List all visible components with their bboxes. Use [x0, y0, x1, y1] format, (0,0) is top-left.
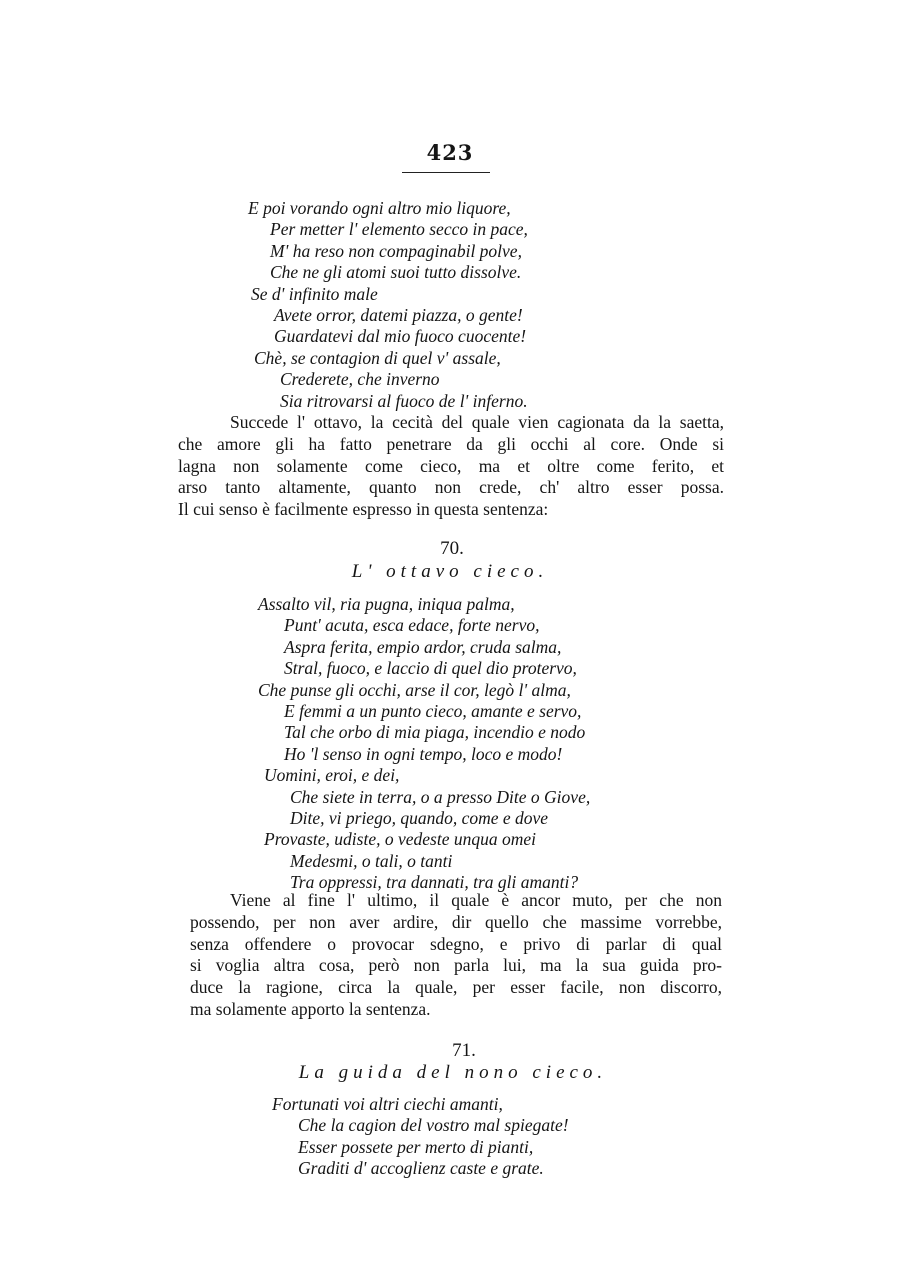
- prose-paragraph-1: [178, 412, 724, 521]
- verse-line: Crederete, che inverno: [280, 369, 440, 390]
- prose-line: duce la ragione, circa la quale, per esser facile, non discorro,: [190, 977, 722, 998]
- verse-line: Se d' infinito male: [251, 283, 378, 304]
- verse-line: Medesmi, o tali, o tanti: [290, 850, 453, 871]
- verse-line: Uomini, eroi, e dei,: [264, 765, 400, 786]
- verse-line: Punt' acuta, esca edace, forte nervo,: [284, 615, 540, 636]
- verse-line: Per metter l' elemento secco in pace,: [270, 219, 528, 240]
- verse-line: Dite, vi priego, quando, come e dove: [290, 807, 549, 828]
- verse-line: Sia ritrovarsi al fuoco de l' inferno.: [280, 390, 528, 411]
- prose-line: Il cui senso è facilmente espresso in questa sentenza:: [178, 499, 549, 520]
- verse-line: Avete orror, datemi piazza, o gente!: [274, 304, 523, 325]
- prose-line: ma solamente apporto la sentenza.: [190, 998, 431, 1019]
- section-title-71: La guida del nono cieco.: [298, 1062, 608, 1083]
- verse-line: M' ha reso non compaginabil polve,: [270, 240, 522, 261]
- section-title-70: L' ottavo cieco.: [351, 561, 549, 582]
- section-number-71: 71.: [452, 1040, 476, 1061]
- prose-line: che amore gli ha fatto penetrare da gli occhi al core. Onde si: [178, 433, 724, 454]
- verse-line: Fortunati voi altri ciechi amanti,: [272, 1094, 503, 1114]
- verse-line: Tra oppressi, tra dannati, tra gli amanti?: [290, 872, 579, 893]
- verse-stanza-2: [258, 594, 590, 893]
- verse-line: Che punse gli occhi, arse il cor, legò l' alma,: [258, 679, 571, 700]
- verse-line: E poi vorando ogni altro mio liquore,: [248, 198, 511, 218]
- verse-line: Graditi d' accoglienz caste e grate.: [298, 1158, 544, 1179]
- prose-paragraph-2: [190, 890, 722, 1021]
- prose-line: possendo, per non aver ardire, dir quello che massime vorrebbe,: [190, 911, 722, 932]
- verse-line: Provaste, udiste, o vedeste unqua omei: [264, 829, 536, 850]
- verse-line: E femmi a un punto cieco, amante e servo,: [284, 700, 582, 721]
- verse-line: Assalto vil, ria pugna, iniqua palma,: [258, 594, 515, 614]
- verse-line: Tal che orbo di mia piaga, incendio e nodo: [284, 722, 586, 743]
- verse-line: Esser possete per merto di pianti,: [298, 1136, 534, 1157]
- prose-line: Succede l' ottavo, la cecità del quale vien cagionata da la saetta,: [230, 412, 724, 432]
- verse-stanza-1: [248, 198, 528, 412]
- verse-line: Che siete in terra, o a presso Dite o Giove,: [290, 786, 591, 807]
- verse-line: Stral, fuoco, e laccio di quel dio protervo,: [284, 658, 577, 679]
- header-rule: [402, 172, 490, 173]
- verse-stanza-3: [272, 1094, 569, 1180]
- verse-line: Che la cagion del vostro mal spiegate!: [298, 1115, 569, 1136]
- prose-line: Viene al fine l' ultimo, il quale è ancor muto, per che non: [230, 890, 722, 910]
- prose-line: lagna non solamente come cieco, ma et oltre come ferito, et: [178, 455, 724, 476]
- section-number-70: 70.: [440, 538, 464, 559]
- verse-line: Chè, se contagion di quel v' assale,: [254, 347, 501, 368]
- verse-line: Aspra ferita, empio ardor, cruda salma,: [284, 636, 562, 657]
- verse-line: Ho 'l senso in ogni tempo, loco e modo!: [284, 743, 563, 764]
- prose-line: arso tanto altamente, quanto non crede, ch' altro esser possa.: [178, 477, 724, 498]
- verse-line: Che ne gli atomi suoi tutto dissolve.: [270, 262, 522, 283]
- prose-line: si voglia altra cosa, però non parla lui, ma la sua guida pro-: [190, 955, 722, 976]
- prose-line: senza offendere o provocar sdegno, e privo di parlar di qual: [190, 933, 722, 954]
- verse-line: Guardatevi dal mio fuoco cuocente!: [274, 326, 527, 347]
- page-number: 423: [426, 140, 474, 165]
